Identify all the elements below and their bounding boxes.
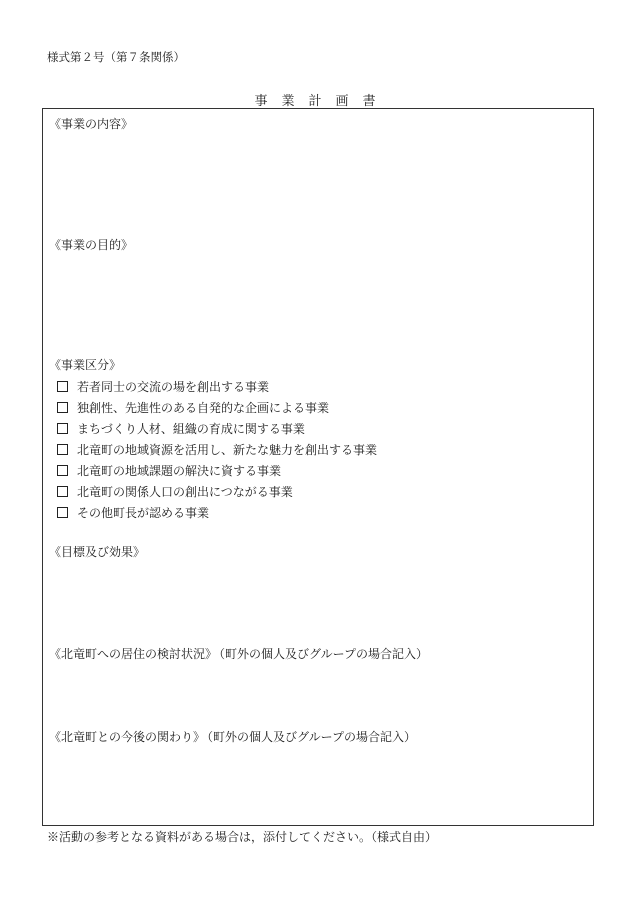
relation-heading: 《北竜町との今後の関わり》	[49, 730, 206, 744]
category-checklist	[57, 376, 377, 523]
checkbox-icon[interactable]	[57, 507, 68, 518]
relation-heading-row	[49, 728, 416, 745]
residence-note: （町外の個人及びグループの場合記入）	[219, 647, 429, 661]
residence-heading: 《北竜町への居住の検討状況》	[49, 647, 218, 661]
purpose-heading: 《事業の目的》	[49, 238, 134, 252]
goals-heading: 《目標及び効果》	[49, 545, 146, 559]
category-option-label: 独創性、先進性のある自発的な企画による事業	[77, 401, 330, 415]
category-option-label: 若者同士の交流の場を創出する事業	[77, 380, 270, 394]
category-option-label: まちづくり人材、組織の育成に関する事業	[77, 422, 305, 436]
category-option[interactable]	[57, 439, 377, 460]
category-option[interactable]	[57, 376, 377, 397]
checkbox-icon[interactable]	[57, 402, 68, 413]
checkbox-icon[interactable]	[57, 486, 68, 497]
checkbox-icon[interactable]	[57, 444, 68, 455]
form-number: 様式第２号（第７条関係）	[47, 50, 185, 64]
content-heading: 《事業の内容》	[49, 117, 134, 131]
category-option[interactable]	[57, 418, 377, 439]
checkbox-icon[interactable]	[57, 465, 68, 476]
residence-heading-row	[49, 645, 428, 662]
relation-note: （町外の個人及びグループの場合記入）	[207, 730, 417, 744]
category-option[interactable]	[57, 460, 377, 481]
document-title: 事業計画書	[254, 94, 390, 109]
category-option[interactable]	[57, 481, 377, 502]
category-option-label: 北竜町の関係人口の創出につながる事業	[77, 485, 293, 499]
category-option-label: 北竜町の地域資源を活用し、新たな魅力を創出する事業	[77, 443, 378, 457]
category-option-label: 北竜町の地域課題の解決に資する事業	[77, 464, 282, 478]
category-option[interactable]	[57, 397, 377, 418]
footnote: ※活動の参考となる資料がある場合は，添付してください。（様式自由）	[47, 830, 438, 844]
category-heading: 《事業区分》	[49, 358, 122, 372]
category-option[interactable]	[57, 502, 377, 523]
checkbox-icon[interactable]	[57, 423, 68, 434]
category-option-label: その他町長が認める事業	[77, 506, 210, 520]
checkbox-icon[interactable]	[57, 381, 68, 392]
